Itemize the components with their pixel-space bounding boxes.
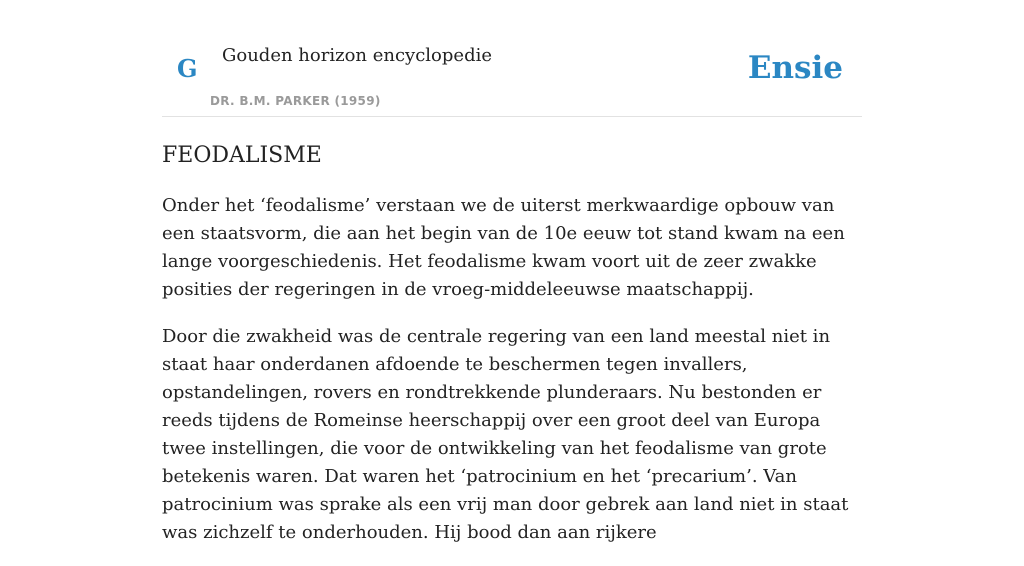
source-logo-icon[interactable]: G <box>177 54 198 83</box>
ensie-logo[interactable]: Ensie <box>747 50 843 86</box>
entry-title: FEODALISME <box>162 143 322 168</box>
page <box>162 0 862 566</box>
source-header <box>162 0 862 117</box>
paragraph-1: Onder het ‘feodalisme’ verstaan we de uiterst merkwaardige opbouw van een staatsvorm, die aan het begin van de 10e eeuw tot stand kwam na een lange voorgeschiedenis. Het feodalisme kwam voort uit de zeer zwakke posities der regeringen in de vroeg-middeleeuwse maatschappij. <box>162 195 845 300</box>
paragraph-2: Door die zwakheid was de centrale regering van een land meestal niet in staat haar onderdanen afdoende te beschermen tegen invallers, opstandelingen, rovers en rondtrekkende plunderaars. Nu bestonden er reeds tijdens de Romeinse heerschappij over een groot deel van Europa twee instellingen, die voor de ontwikkeling van het feodalisme van grote betekenis waren. Dat waren het ‘patrocinium en het ‘precarium’. Van patrocinium was sprake als een vrij man door gebrek aan land niet in staat was zichzelf te onderhouden. Hij bood dan aan rijkere <box>162 326 849 543</box>
book-title-link[interactable]: Gouden horizon encyclopedie <box>222 45 492 66</box>
entry-body <box>162 192 862 547</box>
book-author: DR. B.M. PARKER (1959) <box>210 94 381 108</box>
